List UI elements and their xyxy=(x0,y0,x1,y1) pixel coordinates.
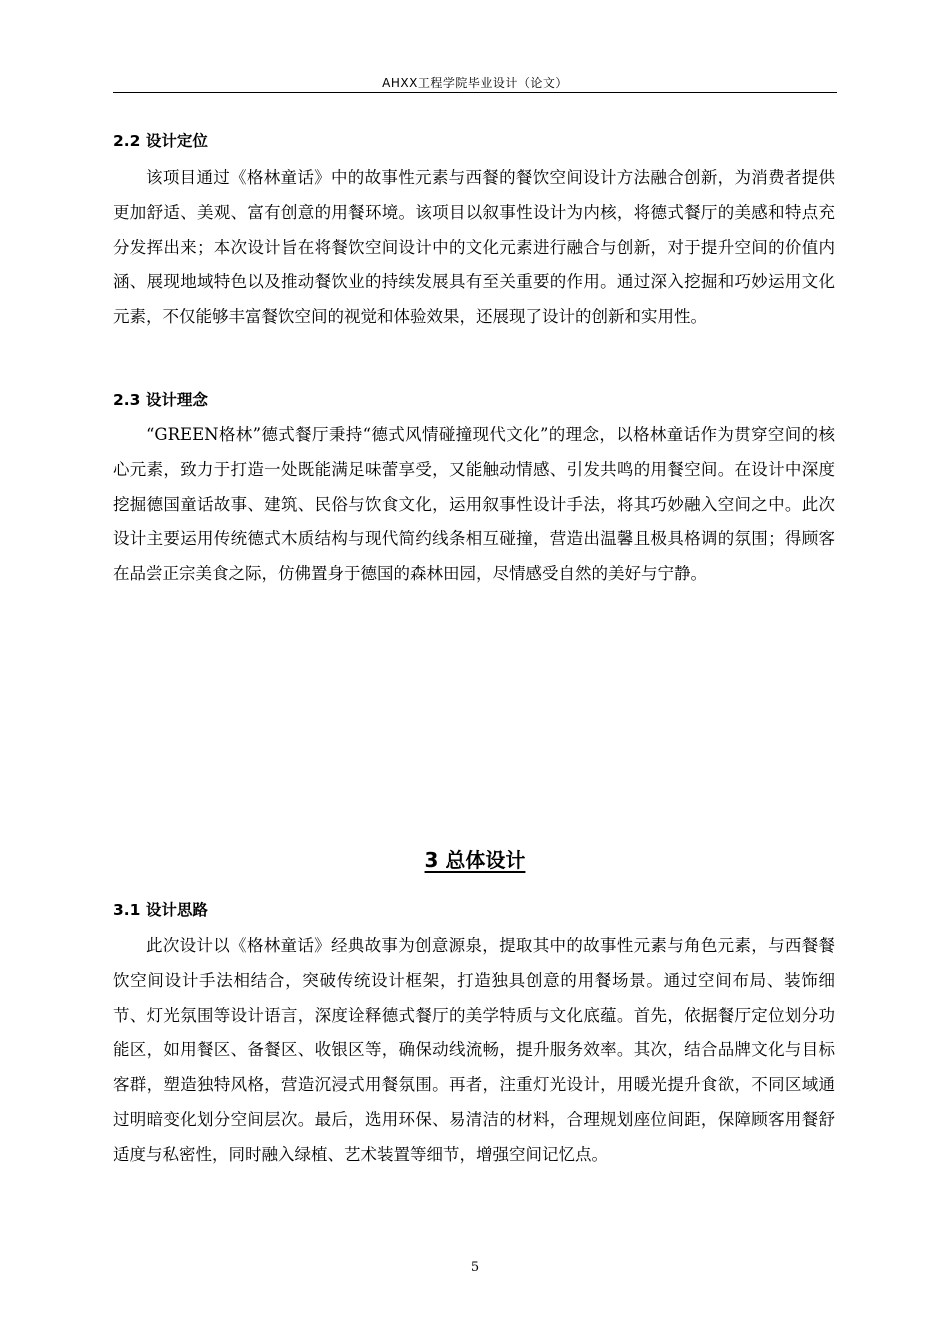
chapter-title xyxy=(113,846,837,874)
section-heading-2-2: 2.2 设计定位 xyxy=(113,132,208,150)
section-paragraph-2-2: 该项目通过《格林童话》中的故事性元素与西餐的餐饮空间设计方法融合创新，为消费者提供更加舒适、美观、富有创意的用餐环境。该项目以叙事性设计为内核，将德式餐厅的美感和特点充分发挥出来；本次设计旨在将餐饮空间设计中的文化元素进行融合与创新，对于提升空间的价值内涵、展现地域特色以及推动餐饮业的持续发展具有至关重要的作用。通过深入挖掘和巧妙运用文化元素，不仅能够丰富餐饮空间的视觉和体验效果，还展现了设计的创新和实用性。 xyxy=(113,168,835,327)
section-heading-3-1: 3.1 设计思路 xyxy=(113,901,208,919)
section-paragraph-2-3: “GREEN格林”德式餐厅秉持“德式风情碰撞现代文化”的理念，以格林童话作为贯穿空间的核心元素，致力于打造一处既能满足味蕾享受，又能触动情感、引发共鸣的用餐空间。在设计中深度挖掘德国童话故事、建筑、民俗与饮食文化，运用叙事性设计手法，将其巧妙融入空间之中。此次设计主要运用传统德式木质结构与现代简约线条相互碰撞，营造出温馨且极具格调的氛围；得顾客在品尝正宗美食之际，仿佛置身于德国的森林田园，尽情感受自然的美好与宁静。 xyxy=(113,425,835,584)
page-number: 5 xyxy=(470,1260,480,1275)
section-paragraph-3-1: 此次设计以《格林童话》经典故事为创意源泉，提取其中的故事性元素与角色元素，与西餐餐饮空间设计手法相结合，突破传统设计框架，打造独具创意的用餐场景。通过空间布局、装饰细节、灯光氛围等设计语言，深度诠释德式餐厅的美学特质与文化底蕴。首先，依据餐厅定位划分功能区，如用餐区、备餐区、收银区等，确保动线流畅，提升服务效率。其次，结合品牌文化与目标客群，塑造独特风格，营造沉浸式用餐氛围。再者，注重灯光设计，用暖光提升食欲，不同区域通过明暗变化划分空间层次。最后，选用环保、易清洁的材料，合理规划座位间距，保障顾客用餐舒适度与私密性，同时融入绿植、艺术装置等细节，增强空间记忆点。 xyxy=(113,936,835,1164)
chapter-title-text: 3 总体设计 xyxy=(424,848,526,872)
header-rule xyxy=(113,92,837,93)
page-header: AHXX工程学院毕业设计（论文） xyxy=(382,76,568,90)
section-heading-2-3: 2.3 设计理念 xyxy=(113,391,208,409)
